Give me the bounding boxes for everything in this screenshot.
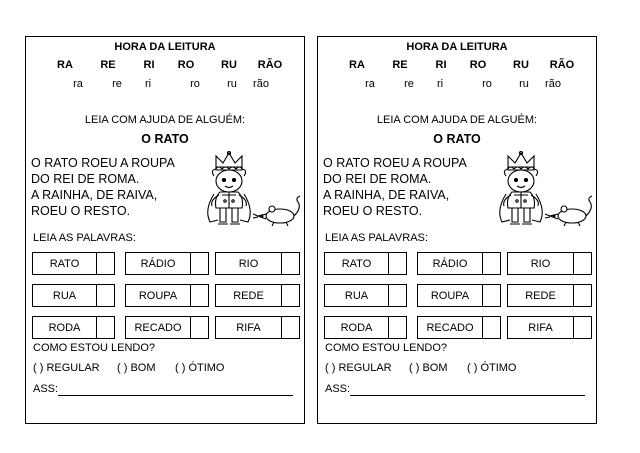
how-reading-question: COMO ESTOU LENDO? [33,342,156,354]
worksheet-title: HORA DA LEITURA [114,41,216,53]
word-label: REDE [508,285,574,306]
option-regular[interactable]: ( ) REGULAR [33,362,100,374]
word-label: RÁDIO [418,253,483,274]
syllable-upper: RU [513,59,529,71]
word-label: RÁDIO [126,253,191,274]
word-checkbox[interactable] [189,317,208,338]
word-checkbox[interactable] [387,317,406,338]
word-box [324,252,407,275]
syllable-lower: re [404,78,414,90]
word-checkbox[interactable] [95,317,114,338]
syllable-upper: RO [469,59,487,71]
syllable-lower: rão [545,78,561,90]
word-checkbox[interactable] [280,317,299,338]
word-box [417,284,501,307]
syllable-lower: ru [227,78,237,90]
word-label: REDE [216,285,282,306]
option-bom[interactable]: ( ) BOM [409,362,448,374]
word-label: RATO [33,253,97,274]
word-box [417,316,501,339]
syllable-upper: RI [435,59,447,71]
story-title: O RATO [141,132,189,146]
word-checkbox[interactable] [572,317,591,338]
word-checkbox[interactable] [189,253,208,274]
worksheet-card-right [317,36,597,424]
worksheet-title: HORA DA LEITURA [406,41,508,53]
syllable-upper: RE [100,59,116,71]
word-box [32,252,115,275]
option-otimo[interactable]: ( ) ÓTIMO [175,362,225,374]
syllable-upper: RO [177,59,195,71]
syllable-upper: RÃO [257,59,283,71]
instruction-text: LEIA COM AJUDA DE ALGUÉM: [84,114,246,126]
syllable-upper: RU [221,59,237,71]
word-box [507,316,592,339]
poem-line: ROEU O RESTO. [323,204,423,218]
word-label: RUA [325,285,389,306]
word-checkbox[interactable] [95,285,114,306]
word-box [324,316,407,339]
word-checkbox[interactable] [95,253,114,274]
instruction-text: LEIA COM AJUDA DE ALGUÉM: [376,114,538,126]
worksheet-card-left [25,36,305,424]
poem-text [31,155,175,219]
syllable-lower: ra [73,78,83,90]
word-label: RODA [325,317,389,338]
syllable-lower: ra [365,78,375,90]
word-box [32,284,115,307]
word-checkbox[interactable] [481,317,500,338]
word-label: RUA [33,285,97,306]
word-label: RIO [216,253,282,274]
syllable-lower: ro [482,78,492,90]
syllable-lower: re [112,78,122,90]
word-label: ROUPA [126,285,191,306]
poem-line: A RAINHA, DE RAIVA, [323,188,450,202]
word-checkbox[interactable] [189,285,208,306]
king-and-rat-illustration [198,150,306,232]
option-bom[interactable]: ( ) BOM [117,362,156,374]
syllable-lower: ri [144,78,152,90]
syllable-lower: ro [190,78,200,90]
word-box [125,316,209,339]
option-otimo[interactable]: ( ) ÓTIMO [467,362,517,374]
word-box [417,252,501,275]
poem-text [323,155,467,219]
word-label: RIO [508,253,574,274]
signature-label: ASS: [325,383,351,395]
syllable-upper: RE [392,59,408,71]
word-checkbox[interactable] [572,253,591,274]
word-label: RATO [325,253,389,274]
poem-line: DO REI DE ROMA. [323,172,432,186]
word-box [32,316,115,339]
word-checkbox[interactable] [280,253,299,274]
signature-label: ASS: [33,383,59,395]
syllable-upper: RA [349,59,365,71]
word-box [125,252,209,275]
word-checkbox[interactable] [481,253,500,274]
poem-line: O RATO ROEU A ROUPA [31,156,175,170]
word-label: RODA [33,317,97,338]
signature-line[interactable] [58,395,293,396]
word-box [215,316,300,339]
syllable-lower: ru [519,78,529,90]
how-reading-question: COMO ESTOU LENDO? [325,342,448,354]
word-box [215,252,300,275]
word-box [507,284,592,307]
word-label: RIFA [508,317,574,338]
word-box [324,284,407,307]
syllable-lower: ri [436,78,444,90]
story-title: O RATO [433,132,481,146]
poem-line: O RATO ROEU A ROUPA [323,156,467,170]
word-checkbox[interactable] [387,285,406,306]
syllable-lower: rão [253,78,269,90]
poem-line: ROEU O RESTO. [31,204,131,218]
poem-line: DO REI DE ROMA. [31,172,140,186]
word-box [125,284,209,307]
king-and-rat-illustration [490,150,598,232]
word-label: RIFA [216,317,282,338]
word-label: RECADO [126,317,191,338]
word-checkbox[interactable] [481,285,500,306]
poem-line: A RAINHA, DE RAIVA, [31,188,158,202]
word-label: RECADO [418,317,483,338]
word-checkbox[interactable] [280,285,299,306]
word-box [507,252,592,275]
read-words-label: LEIA AS PALAVRAS: [325,232,428,244]
syllable-upper: RI [143,59,155,71]
word-checkbox[interactable] [387,253,406,274]
word-label: ROUPA [418,285,483,306]
word-box [215,284,300,307]
option-regular[interactable]: ( ) REGULAR [325,362,392,374]
syllable-upper: RA [57,59,73,71]
signature-line[interactable] [350,395,585,396]
syllable-upper: RÃO [549,59,575,71]
read-words-label: LEIA AS PALAVRAS: [33,232,136,244]
word-checkbox[interactable] [572,285,591,306]
